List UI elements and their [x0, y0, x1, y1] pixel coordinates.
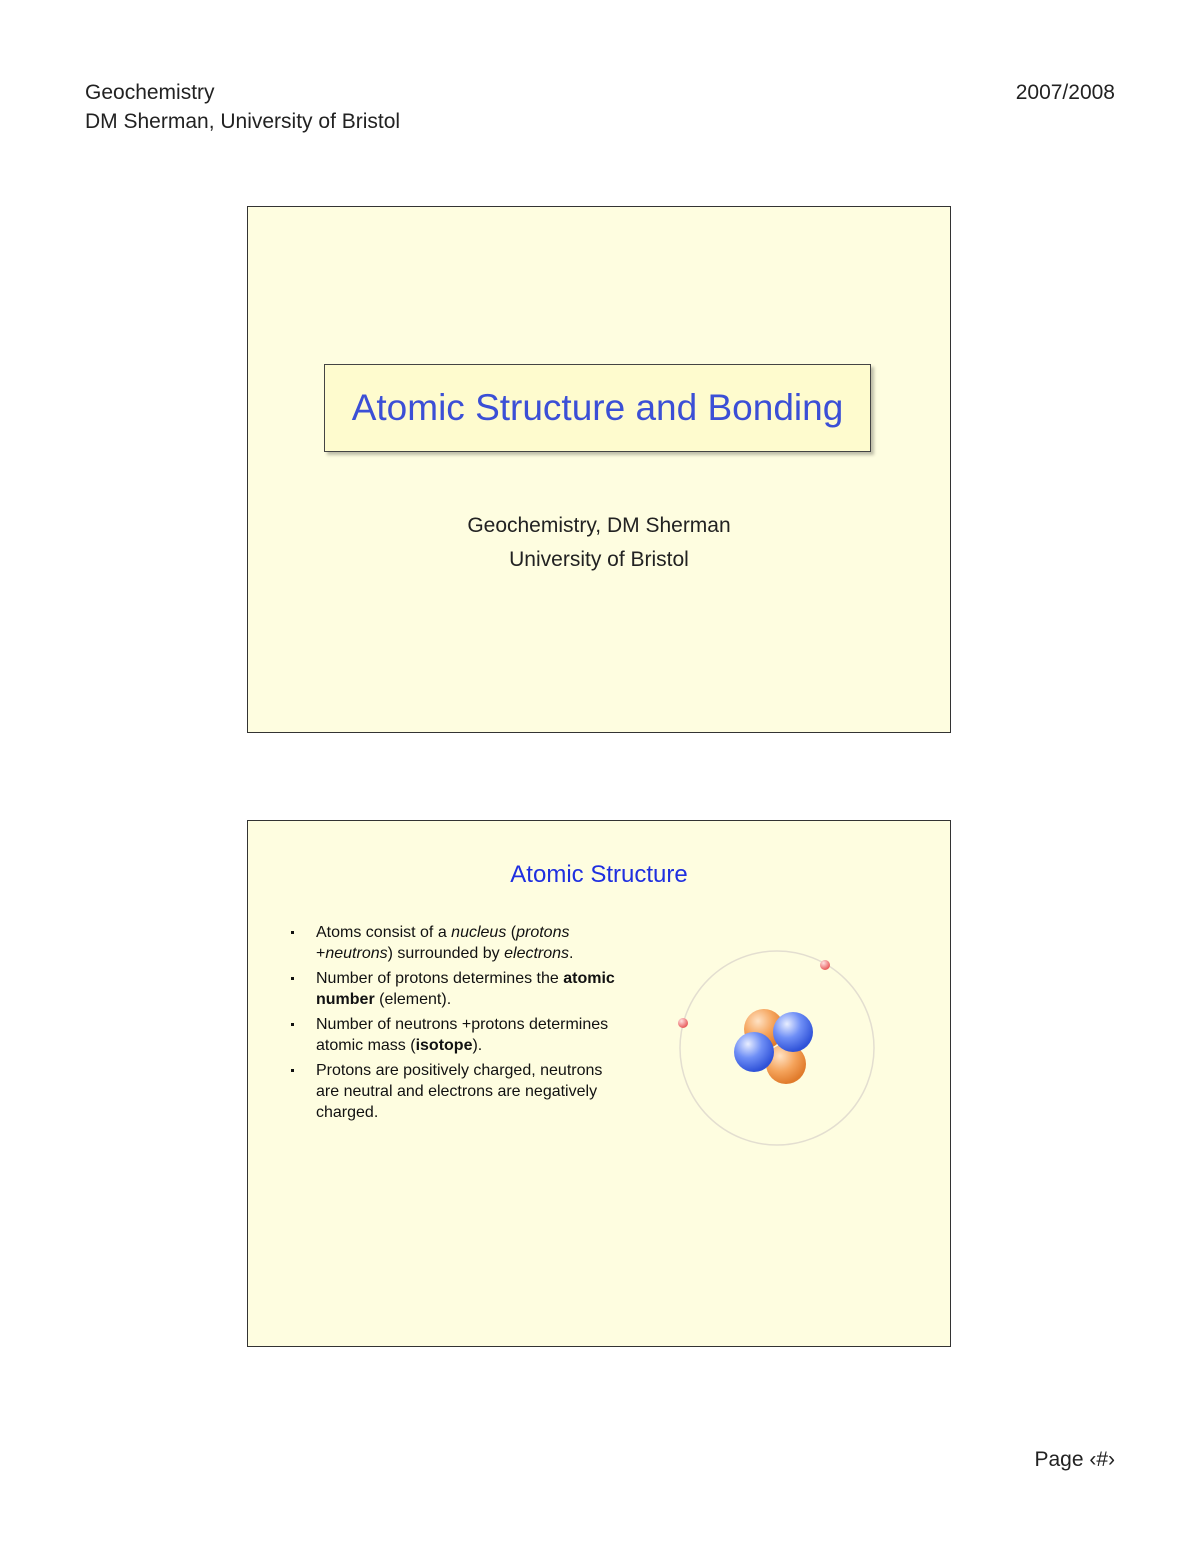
- presentation-title: Atomic Structure and Bonding: [351, 387, 844, 428]
- bullet-text-run: (: [506, 924, 517, 941]
- bullet-item: [288, 922, 618, 964]
- bullet-text-run: protons: [516, 924, 570, 941]
- atom-diagram-illustration: [668, 939, 888, 1159]
- bullet-text-run: ) surrounded by: [387, 945, 505, 962]
- course-name: Geochemistry: [85, 81, 215, 104]
- bullet-text-run: Number of neutrons +protons determines atomic mass (: [316, 1016, 609, 1054]
- neutron-sphere: [734, 1032, 774, 1072]
- academic-year: 2007/2008: [1015, 81, 1115, 104]
- slide-atomic-structure: [247, 820, 951, 1347]
- bullet-item: [288, 968, 618, 1010]
- page-number: Page ‹#›: [1034, 1448, 1115, 1471]
- bullet-text-run: neutrons: [325, 945, 388, 962]
- bullet-text-run: electrons: [504, 945, 570, 962]
- subtitle-line-2: University of Bristol: [509, 548, 689, 571]
- bullet-item: [288, 1014, 618, 1056]
- electron-dot: [678, 1018, 688, 1028]
- slide-subtitle: [248, 509, 950, 577]
- page-header-left: [85, 78, 400, 136]
- bullet-text-run: Number of protons determines the: [316, 970, 564, 987]
- bullet-text-run: Atoms consist of a: [316, 924, 452, 941]
- subtitle-line-1: Geochemistry, DM Sherman: [467, 514, 731, 537]
- neutron-sphere: [773, 1012, 813, 1052]
- slide-title-box: [324, 364, 871, 452]
- bullet-text-run: (element).: [374, 991, 452, 1008]
- bullet-text-run: isotope: [415, 1037, 473, 1054]
- bullet-text-run: +: [316, 945, 326, 962]
- bullet-text-run: atomic number: [316, 970, 615, 1008]
- bullet-text-run: nucleus: [451, 924, 507, 941]
- bullet-text-run: ).: [472, 1037, 483, 1054]
- slide-heading: Atomic Structure: [510, 861, 688, 888]
- electron-dot: [820, 960, 830, 970]
- bullet-text-run: .: [569, 945, 574, 962]
- slide-title: [247, 206, 951, 733]
- bullet-text-run: Protons are positively charged, neutrons are neutral and electrons are negatively charged.: [316, 1062, 603, 1121]
- bullet-item: [288, 1060, 618, 1123]
- author-line: DM Sherman, University of Bristol: [85, 110, 401, 133]
- bullet-list: [288, 922, 618, 1127]
